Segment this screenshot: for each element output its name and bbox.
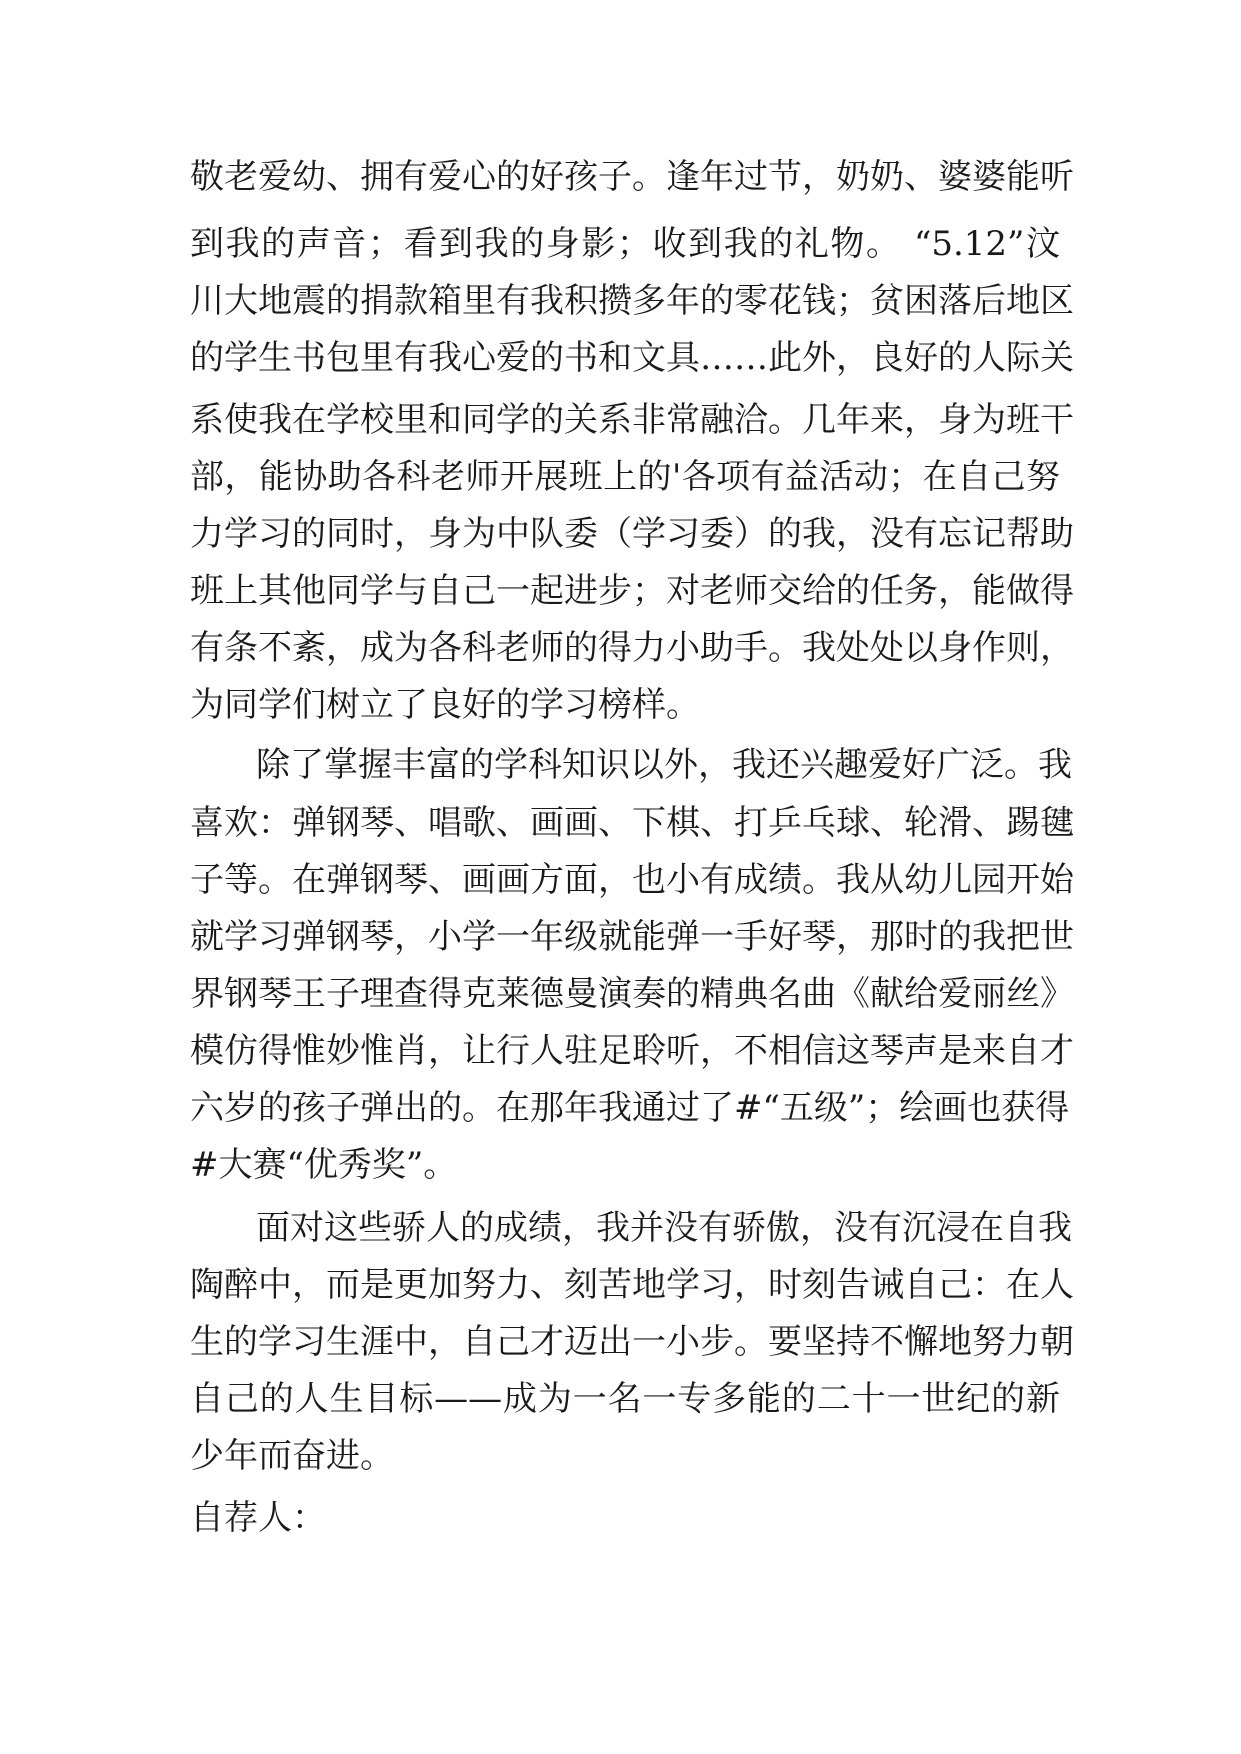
text-line: 就学习弹钢琴，小学一年级就能弹一手好琴，那时的我把世: [190, 917, 1074, 957]
paragraph-first-line: 面对这些骄人的成绩，我并没有骄傲，没有沉浸在自我: [256, 1208, 1072, 1248]
text-line: 有条不紊，成为各科老师的得力小助手。我处处以身作则，: [190, 628, 1074, 668]
text-line: 自己的人生目标——成为一名一专多能的二十一世纪的新: [190, 1379, 1060, 1419]
text-line: 班上其他同学与自己一起进步；对老师交给的任务，能做得: [190, 571, 1074, 611]
text-line: 川大地震的捐款箱里有我积攒多年的零花钱；贫困落后地区: [190, 281, 1074, 321]
text-line: 系使我在学校里和同学的关系非常融洽。几年来，身为班干: [190, 400, 1074, 440]
text-line: 界钢琴王子理查得克莱德曼演奏的精典名曲《献给爱丽丝》: [190, 974, 1074, 1014]
text-line: 力学习的同时，身为中队委（学习委）的我，没有忘记帮助: [190, 514, 1074, 554]
text-line: 模仿得惟妙惟肖，让行人驻足聆听，不相信这琴声是来自才: [190, 1031, 1074, 1071]
signature-label: 自荐人：: [190, 1498, 326, 1538]
text-line: 为同学们树立了良好的学习榜样。: [190, 685, 700, 725]
text-line: 喜欢：弹钢琴、唱歌、画画、下棋、打乒乓球、轮滑、踢毽: [190, 803, 1074, 843]
text-line: 到我的声音；看到我的身影；收到我的礼物。 “5.12”汶: [190, 224, 1060, 264]
text-line: 部，能协助各科老师开展班上的'各项有益活动；在自己努: [190, 457, 1060, 497]
text-line: #大赛“优秀奖”。: [190, 1145, 458, 1185]
text-line: 的学生书包里有我心爱的书和文具……此外，良好的人际关: [190, 338, 1074, 378]
text-line: 子等。在弹钢琴、画画方面，也小有成绩。我从幼儿园开始: [190, 860, 1074, 900]
text-line: 六岁的孩子弹出的。在那年我通过了#“五级”；绘画也获得: [190, 1088, 1070, 1128]
text-line: 敬老爱幼、拥有爱心的好孩子。逢年过节，奶奶、婆婆能听: [190, 157, 1074, 197]
text-line: 生的学习生涯中，自己才迈出一小步。要坚持不懈地努力朝: [190, 1322, 1074, 1362]
text-line: 少年而奋进。: [190, 1436, 394, 1476]
text-line: 陶醉中，而是更加努力、刻苦地学习，时刻告诫自己：在人: [190, 1265, 1074, 1305]
paragraph-first-line: 除了掌握丰富的学科知识以外，我还兴趣爱好广泛。我: [256, 745, 1072, 785]
